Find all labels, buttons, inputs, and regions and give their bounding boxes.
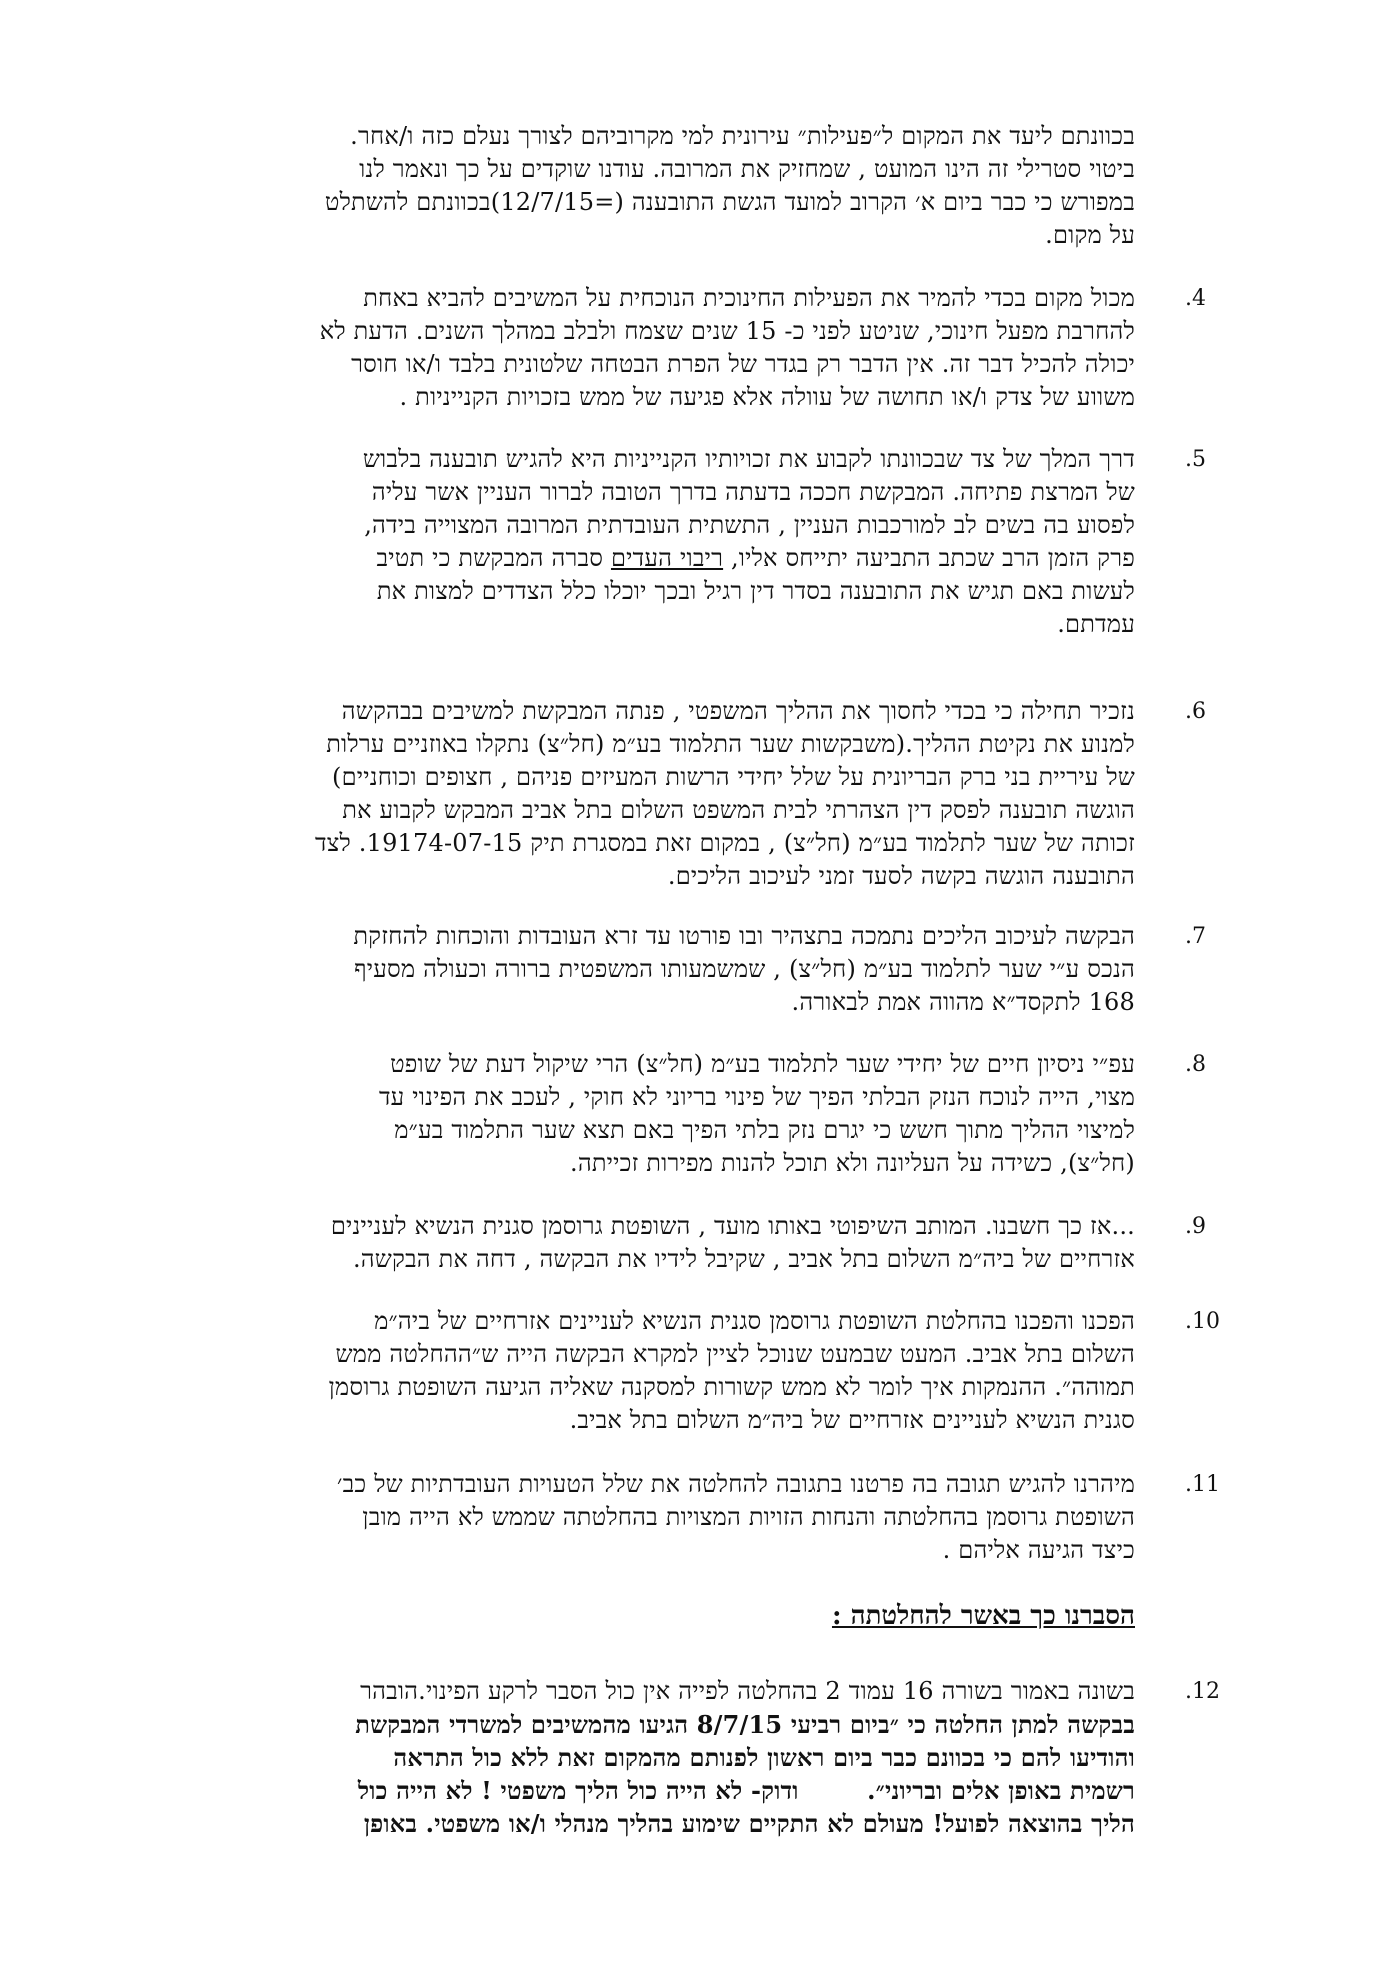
paragraph-number: .11 bbox=[1185, 1472, 1220, 1497]
text-line: למיצוי ההליך מתוך חשש כי יגרם נזק בלתי הפיך באם תצא שער התלמוד בע״מ bbox=[394, 1116, 1135, 1144]
text-line: למנוע את נקיטת ההליך.(משבקשות שער התלמוד בע״מ (חל״צ) נתקלו באוזניים ערלות bbox=[326, 730, 1135, 758]
text-line: להחרבת מפעל חינוכי, שניטע לפני כ- 15 שנים שצמח ולבלב במהלך השנים. הדעת לא bbox=[319, 317, 1135, 345]
text-segment: סברה המבקשת כי תטיב bbox=[376, 544, 604, 572]
text-line bbox=[205, 542, 1135, 575]
underlined-text: ריבוי העדים bbox=[610, 544, 724, 572]
text-line: של המרצת פתיחה. המבקשת חככה בדעתה בדרך הטובה לברור העניין אשר עליה bbox=[371, 478, 1135, 506]
paragraph-11 bbox=[205, 1468, 1135, 1567]
section-heading: הסברנו כך באשר להחלטתה : bbox=[831, 1601, 1135, 1631]
text-line: 168 לתקסד״א מהווה אמת לבאורה. bbox=[791, 988, 1135, 1016]
text-line: ביטוי סטרילי זה הינו המועט , שמחזיק את המרובה. עודנו שוקדים על כך ונאמר לנו bbox=[359, 155, 1135, 183]
text-line: הוגשה תובענה לפסק דין הצהרתי לבית המשפט השלום בתל אביב המבקש לקבוע את bbox=[342, 796, 1135, 824]
text-segment: רשמית באופן אלים ובריוני״. bbox=[867, 1776, 1135, 1805]
text-line: התובענה הוגשה בקשה לסעד זמני לעיכוב הליכים. bbox=[667, 862, 1135, 890]
text-line: ...אז כך חשבנו. המותב השיפוטי באותו מועד , השופטת גרוסמן סגנית הנשיא לעניינים bbox=[330, 1212, 1135, 1240]
text-line: (חל״צ), כשידה על העליונה ולא תוכל להנות מפירות זכייתה. bbox=[570, 1149, 1135, 1177]
text-line: נזכיר תחילה כי בכדי לחסוך את ההליך המשפטי , פנתה המבקשת למשיבים בבהקשה bbox=[341, 697, 1135, 725]
paragraph-number: .10 bbox=[1185, 1309, 1220, 1334]
text-line: בכוונתם ליעד את המקום ל״פעילות״ עירונית למי מקרוביהם לצורך נעלם כזה ו/אחר. bbox=[350, 122, 1135, 150]
text-line: מצוי, הייה לנוכח הנזק הבלתי הפיך של פינוי בריוני לא חוקי , לעכב את הפינוי עד bbox=[378, 1083, 1135, 1111]
text-line: לפסוע בה בשים לב למורכבות העניין , התשתית העובדתית המרובה המצוייה בידה, bbox=[364, 511, 1135, 539]
text-line-bold bbox=[205, 1774, 1135, 1807]
text-line-bold: בבקשה למתן החלטה כי ״ביום רביעי 8/7/15 הגיעו מהמשיבים למשרדי המבקשת bbox=[355, 1710, 1135, 1739]
text-segment: פרק הזמן הרב שכתב התביעה יתייחס אליו, bbox=[730, 544, 1135, 572]
text-line: עמדתם. bbox=[1057, 610, 1135, 638]
text-line: על מקום. bbox=[1045, 221, 1135, 249]
text-line: משווע של צדק ו/או תחושה של עוולה אלא פגיעה של ממש בזכויות הקנייניות . bbox=[399, 383, 1135, 411]
paragraph-number: .4 bbox=[1185, 286, 1206, 311]
text-line-bold: הליך בהוצאה לפועל! מעולם לא התקיים שימוע בהליך מנהלי ו/או משפטי. באופן bbox=[363, 1809, 1135, 1838]
text-line-bold: והודיעו להם כי בכוונם כבר ביום ראשון לפנותם מהמקום זאת ללא כול התראה bbox=[393, 1743, 1135, 1772]
paragraph-4 bbox=[205, 282, 1135, 414]
paragraph-number: .12 bbox=[1185, 1679, 1220, 1704]
text-line: יכולה להכיל דבר זה. אין הדבר רק בגדר של הפרת הבטחה שלטונית בלבד ו/או חוסר bbox=[351, 350, 1135, 378]
text-line: אזרחיים של ביה״מ השלום בתל אביב , שקיבל לידיו את הבקשה , דחה את הבקשה. bbox=[352, 1245, 1135, 1273]
paragraph-number: .9 bbox=[1185, 1214, 1206, 1239]
text-segment: ודוק- לא הייה כול הליך משפטי ! לא הייה כול bbox=[357, 1776, 799, 1805]
paragraph-continuation bbox=[205, 120, 1135, 252]
paragraph-7 bbox=[205, 920, 1135, 1019]
text-line: בשונה באמור בשורה 16 עמוד 2 בהחלטה לפייה אין כול הסבר לרקע הפינוי.הובהר bbox=[360, 1677, 1135, 1705]
paragraph-number: .8 bbox=[1185, 1052, 1206, 1077]
paragraph-12 bbox=[205, 1675, 1135, 1840]
paragraph-number: .7 bbox=[1185, 924, 1206, 949]
text-line: השלום בתל אביב. המעט שבמעט שנוכל לציין למקרא הבקשה הייה ש״ההחלטה ממש bbox=[335, 1340, 1135, 1368]
text-line: סגנית הנשיא לעניינים אזרחיים של ביה״מ השלום בתל אביב. bbox=[569, 1406, 1135, 1434]
text-line: תמוהה״. ההנמקות איך לומר לא ממש קשורות למסקנה שאליה הגיעה השופטת גרוסמן bbox=[328, 1373, 1135, 1401]
paragraph-6 bbox=[205, 695, 1135, 893]
text-line: דרך המלך של צד שבכוונתו לקבוע את זכויותיו הקנייניות היא להגיש תובענה בלבוש bbox=[362, 445, 1135, 473]
paragraph-5 bbox=[205, 443, 1135, 641]
text-line: זכותה של שער לתלמוד בע״מ (חל״צ) , במקום זאת במסגרת תיק 19174-07-15. לצד bbox=[315, 829, 1135, 857]
paragraph-number: .6 bbox=[1185, 699, 1206, 724]
text-line: במפורש כי כבר ביום א׳ הקרוב למועד הגשת התובענה (=12/7/15)בכוונתם להשתלט bbox=[324, 188, 1135, 216]
paragraph-8 bbox=[205, 1048, 1135, 1180]
paragraph-10 bbox=[205, 1305, 1135, 1437]
text-line: הבקשה לעיכוב הליכים נתמכה בתצהיר ובו פורטו עד זרא העובדות והוכחות להחזקת bbox=[353, 922, 1135, 950]
paragraph-9 bbox=[205, 1210, 1135, 1276]
text-line: מכול מקום בכדי להמיר את הפעילות החינוכית הנוכחית על המשיבים להביא באחת bbox=[363, 284, 1135, 312]
text-line: עפ״י ניסיון חיים של יחידי שער לתלמוד בע״מ (חל״צ) הרי שיקול דעת של שופט bbox=[390, 1050, 1135, 1078]
text-line: מיהרנו להגיש תגובה בה פרטנו בתגובה להחלטה את שלל הטעויות העובדתיות של כב׳ bbox=[336, 1470, 1135, 1498]
text-line: של עיריית בני ברק הבריונית על שלל יחידי הרשות המעיזים פניהם , חצופים וכוחניים) bbox=[332, 763, 1135, 791]
paragraph-number: .5 bbox=[1185, 447, 1206, 472]
text-line: הפכנו והפכנו בהחלטת השופטת גרוסמן סגנית הנשיא לעניינים אזרחיים של ביה״מ bbox=[374, 1307, 1135, 1335]
text-line: השופטת גרוסמן בהחלטתה והנחות הזויות המצויות בהחלטתה שממש לא הייה מובן bbox=[362, 1503, 1135, 1531]
text-line: כיצד הגיעה אליהם . bbox=[942, 1536, 1135, 1564]
text-line: הנכס ע״י שער לתלמוד בע״מ (חל״צ) , שמשמעותו המשפטית ברורה וכעולה מסעיף bbox=[354, 955, 1135, 983]
text-line: לעשות באם תגיש את התובענה בסדר דין רגיל ובכך יוכלו כלל הצדדים למצות את bbox=[376, 577, 1135, 605]
